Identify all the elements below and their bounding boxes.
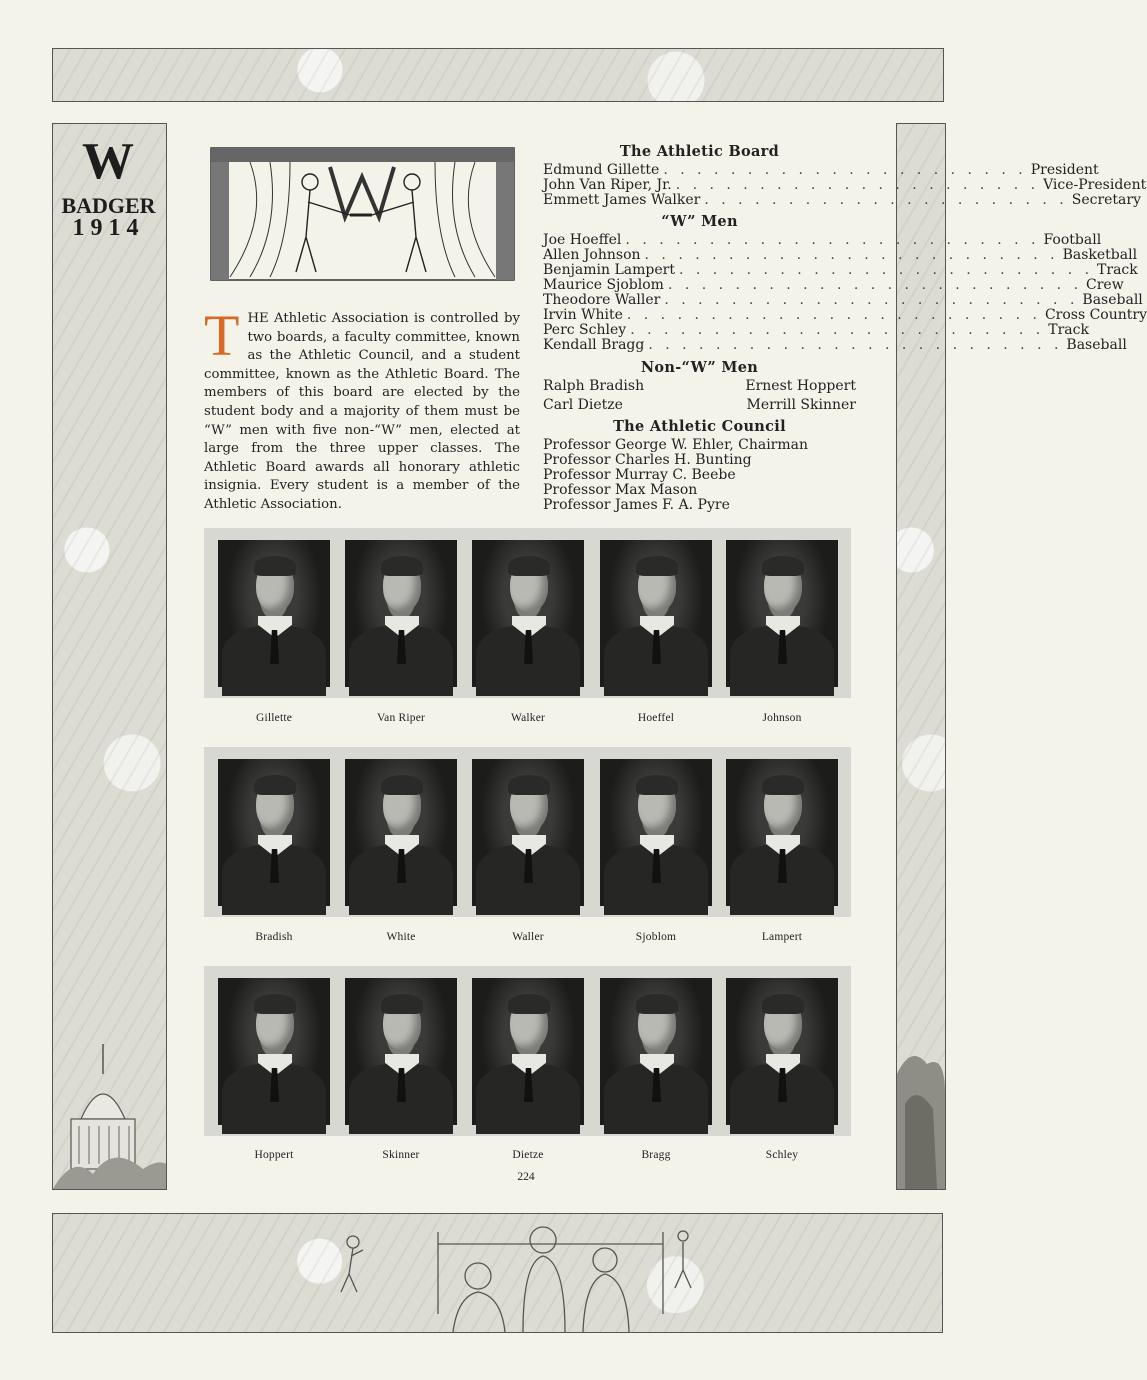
portrait-caption: Schley	[765, 1149, 799, 1161]
list-item: Professor George W. Ehler, Chairman	[543, 437, 809, 453]
list-item: Professor Max Mason	[543, 482, 698, 498]
top-decorative-border	[52, 48, 944, 102]
badge-letter: W	[82, 133, 135, 190]
list-item: Kendall Bragg . . . . . . . . . . . . . . . . . . . . . . . . . Baseball	[543, 337, 1127, 353]
list-item: Edmund Gillette . . . . . . . . . . . . . . . . . . . . . . President	[543, 162, 1099, 178]
portrait-photo	[600, 978, 712, 1125]
portrait-caption: Walker	[510, 712, 546, 724]
portrait-caption: Dietze	[512, 1149, 544, 1161]
portrait-photo	[472, 759, 584, 906]
list-item: Professor Charles H. Bunting	[543, 452, 752, 468]
portrait-photo	[472, 978, 584, 1125]
portrait-caption: Sjoblom	[635, 931, 677, 943]
badge-name: BADGER	[61, 193, 156, 218]
portrait-photo	[218, 978, 330, 1125]
list-item: Carl Dietze Merrill Skinner	[543, 397, 856, 413]
portrait-caption: Bradish	[255, 931, 293, 943]
athletic-board-list	[543, 162, 1147, 208]
page-number: 224	[517, 1171, 535, 1183]
list-item: Professor James F. A. Pyre	[543, 497, 730, 513]
athletic-council-heading: The Athletic Council	[613, 418, 786, 435]
portrait-caption: Skinner	[382, 1149, 420, 1161]
portrait-caption: Hoeffel	[637, 712, 675, 724]
bottom-decorative-border	[52, 1213, 943, 1333]
list-item: Benjamin Lampert . . . . . . . . . . . . . . . . . . . . . . . . . Track	[543, 262, 1138, 278]
portrait-caption: Lampert	[761, 931, 803, 943]
intro-text: HE Athletic Association is controlled by two boards, a faculty committee, known as the Athletic Council, and a student committee, known as the Athletic Board. The members of this board are elected by the student body and a majority of them must be “W” men with five non-“W” men, elected at large from the three upper classes. The Athletic Board awards all honorary athletic insignia. Every student is a member of the Athletic Association.	[204, 311, 520, 512]
students-illustration	[53, 1214, 942, 1332]
list-item: Perc Schley . . . . . . . . . . . . . . . . . . . . . . . . . Track	[543, 322, 1089, 338]
capitol-dome-illustration	[53, 1044, 166, 1189]
athletic-emblem-illustration	[210, 147, 515, 281]
portrait-photo	[600, 540, 712, 687]
list-item: Emmett James Walker . . . . . . . . . . . . . . . . . . . . . . Secretary	[543, 192, 1142, 208]
portrait-caption: Johnson	[762, 712, 802, 724]
portrait-caption: White	[386, 931, 416, 943]
drop-cap: T	[204, 303, 240, 368]
list-item: Allen Johnson . . . . . . . . . . . . . . . . . . . . . . . . . Basketball	[543, 247, 1138, 263]
portrait-caption: Van Riper	[376, 712, 426, 724]
left-decorative-border	[52, 123, 167, 1190]
portrait-photo	[218, 759, 330, 906]
list-item: Theodore Waller . . . . . . . . . . . . . . . . . . . . . . . . . Baseball	[543, 292, 1143, 308]
w-men-list	[543, 232, 1147, 353]
list-item: Joe Hoeffel . . . . . . . . . . . . . . . . . . . . . . . . . Football	[543, 232, 1102, 248]
portrait-caption: Hoppert	[254, 1149, 294, 1161]
portrait-photo	[726, 540, 838, 687]
portrait-photo	[726, 978, 838, 1125]
portrait-photo	[726, 759, 838, 906]
list-item: Irvin White . . . . . . . . . . . . . . . . . . . . . . . . . Cross Country	[543, 307, 1147, 323]
athletic-board-heading: The Athletic Board	[619, 143, 780, 160]
portrait-photo	[345, 978, 457, 1125]
list-item: John Van Riper, Jr. . . . . . . . . . . . . . . . . . . . . . . Vice-President	[543, 177, 1147, 193]
portrait-photo	[345, 540, 457, 687]
tree-illustration	[897, 1034, 945, 1189]
portrait-caption: Waller	[512, 931, 544, 943]
list-item: Professor Murray C. Beebe	[543, 467, 736, 483]
portrait-photo	[472, 540, 584, 687]
intro-paragraph	[204, 303, 520, 515]
list-item: Ralph Bradish Ernest Hoppert	[543, 378, 856, 394]
portrait-photo	[600, 759, 712, 906]
portrait-caption: Gillette	[255, 712, 293, 724]
list-item: Maurice Sjoblom . . . . . . . . . . . . . . . . . . . . . . . . . Crew	[543, 277, 1124, 293]
portrait-caption: Bragg	[641, 1149, 671, 1161]
non-w-men-list	[543, 377, 856, 415]
portrait-photo	[345, 759, 457, 906]
portrait-strip	[204, 747, 851, 917]
portrait-strip	[204, 966, 851, 1136]
badge-year: 1914	[72, 215, 145, 241]
portrait-photo	[218, 540, 330, 687]
athletic-council-list	[543, 438, 856, 513]
portrait-strip	[204, 528, 851, 698]
non-w-men-heading: Non-“W” Men	[640, 359, 759, 376]
w-men-heading: “W” Men	[661, 213, 738, 230]
